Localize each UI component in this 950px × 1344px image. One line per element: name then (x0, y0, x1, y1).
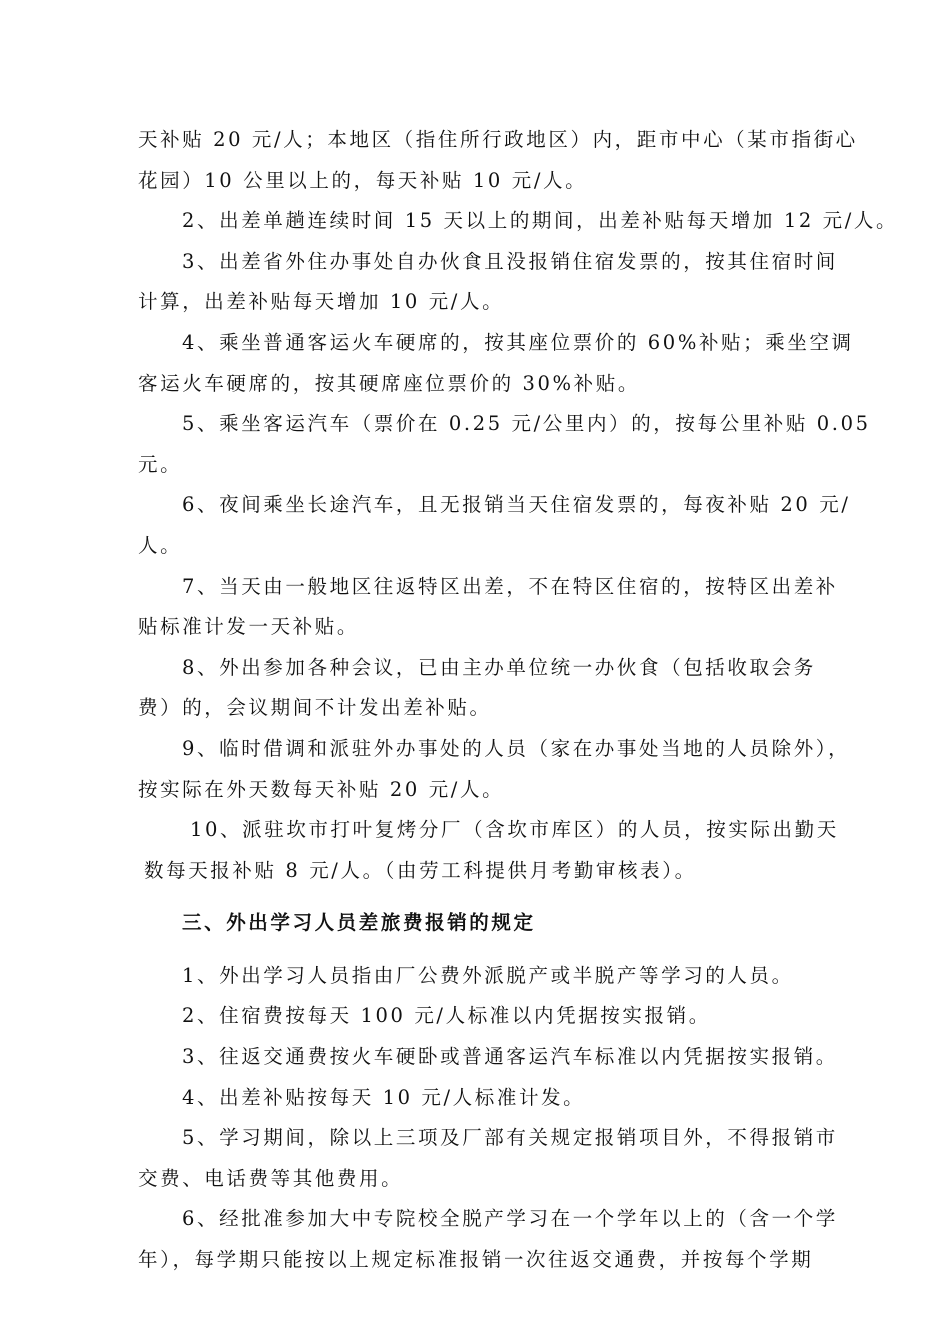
list-item: 3、出差省外住办事处自办伙食且没报销住宿发票的，按其住宿时间 (182, 249, 838, 273)
list-item-continuation: 计算，出差补贴每天增加 10 元/人。 (138, 290, 505, 314)
list-item: 7、当天由一般地区往返特区出差，不在特区住宿的，按特区出差补 (182, 574, 838, 598)
list-item: 2、住宿费按每天 100 元/人标准以内凭据按实报销。 (182, 1004, 711, 1028)
list-item: 9、临时借调和派驻外办事处的人员（家在办事处当地的人员除外）， (182, 736, 851, 760)
list-item: 5、学习期间，除以上三项及厂部有关规定报销项目外，不得报销市 (182, 1126, 838, 1150)
list-item-continuation: 贴标准计发一天补贴。 (138, 615, 360, 639)
list-item-continuation: 数每天报补贴 8 元/人。（由劳工科提供月考勤审核表）。 (144, 858, 697, 882)
list-item: 6、经批准参加大中专院校全脱产学习在一个学年以上的（含一个学 (182, 1207, 838, 1231)
list-item-continuation: 人。 (138, 533, 183, 557)
list-item: 6、夜间乘坐长途汽车，且无报销当天住宿发票的，每夜补贴 20 元/ (182, 493, 851, 517)
list-item: 4、乘坐普通客运火车硬席的，按其座位票价的 60%补贴；乘坐空调 (182, 330, 854, 354)
list-item-continuation: 年），每学期只能按以上规定标准报销一次往返交通费，并按每个学期 (138, 1248, 814, 1272)
list-item: 8、外出参加各种会议，已由主办单位统一办伙食（包括收取会务 (182, 655, 816, 679)
list-item: 2、出差单趟连续时间 15 天以上的期间，出差补贴每天增加 12 元/人。 (182, 209, 899, 233)
list-item-continuation: 客运火车硬席的，按其硬席座位票价的 30%补贴。 (138, 371, 640, 395)
list-item-continuation: 费）的，会议期间不计发出差补贴。 (138, 696, 492, 720)
list-item: 10、派驻坎市打叶复烤分厂（含坎市库区）的人员，按实际出勤天 (190, 818, 839, 842)
list-item: 4、出差补贴按每天 10 元/人标准计发。 (182, 1085, 586, 1109)
section-heading: 三、外出学习人员差旅费报销的规定 (182, 911, 536, 935)
paragraph-line: 花园）10 公里以上的，每天补贴 10 元/人。 (138, 168, 588, 192)
paragraph-line: 天补贴 20 元/人；本地区（指住所行政地区）内，距市中心（某市指街心 (138, 128, 858, 151)
list-item-continuation: 按实际在外天数每天补贴 20 元/人。 (138, 777, 505, 801)
list-item-continuation: 元。 (138, 452, 183, 476)
list-item: 5、乘坐客运汽车（票价在 0.25 元/公里内）的，按每公里补贴 0.05 (182, 412, 871, 436)
list-item: 1、外出学习人员指由厂公费外派脱产或半脱产等学习的人员。 (182, 963, 794, 987)
list-item: 3、往返交通费按火车硬卧或普通客运汽车标准以内凭据按实报销。 (182, 1045, 838, 1069)
list-item-continuation: 交费、电话费等其他费用。 (138, 1166, 404, 1190)
